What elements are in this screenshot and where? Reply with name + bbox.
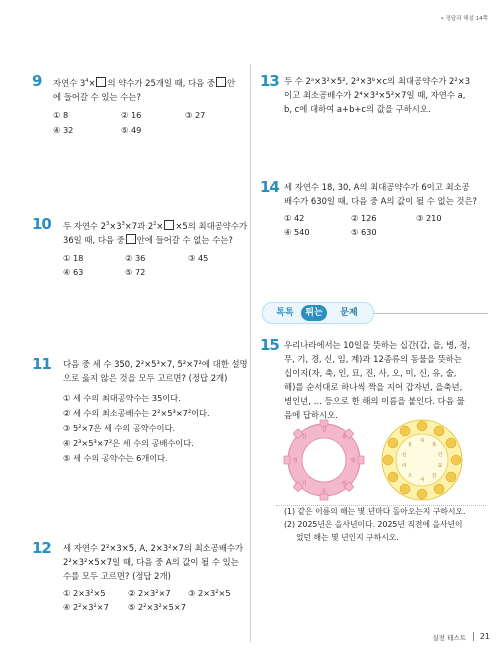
- choice-5[interactable]: ⑤ 2²×3²×5×7: [128, 602, 186, 612]
- svg-text:갑: 갑: [321, 427, 327, 433]
- question-stem-line2: 이고 최소공배수가 2⁴×3³×5²×7일 때, 자연수 a,: [284, 90, 466, 100]
- question-stem-line2: 배수가 630일 때, 다음 중 A의 값이 될 수 없는 것은?: [284, 196, 477, 206]
- subquestions: [284, 505, 490, 544]
- choice-1[interactable]: ① 18: [63, 253, 84, 263]
- question-stem-line2: 무, 기, 경, 신, 임, 계)과 12종류의 동물을 뜻하는: [284, 354, 462, 364]
- choice-5[interactable]: ⑤ 630: [351, 227, 377, 237]
- svg-text:오: 오: [407, 474, 413, 479]
- choice-2[interactable]: ② 2×3²×7: [128, 588, 171, 598]
- footer-label: 실전 테스트: [432, 634, 466, 642]
- question-stem-line2: 에 들어갈 수 있는 수는?: [53, 91, 141, 102]
- choice-4[interactable]: ④ 540: [284, 227, 310, 237]
- answer-reference: • 정답과 해설 14쪽: [440, 16, 488, 22]
- svg-text:자: 자: [419, 439, 425, 444]
- question-number: 9: [32, 72, 42, 90]
- svg-text:신: 신: [401, 453, 407, 458]
- svg-text:묘: 묘: [437, 464, 443, 469]
- banner-word-1: 톡톡: [276, 308, 294, 318]
- choice-5[interactable]: ⑤ 세 수의 공약수는 6개이다.: [63, 453, 168, 463]
- question-stem-line1: 우리나라에서는 10일을 뜻하는 십간(갑, 을, 병, 정,: [284, 340, 471, 350]
- question-stem-line3: 십이지(자, 축, 인, 묘, 진, 사, 오, 미, 신, 유, 술,: [284, 368, 457, 378]
- svg-text:정: 정: [341, 481, 347, 487]
- choice-4[interactable]: ④ 2³×5³×7²은 세 수의 공배수이다.: [63, 438, 194, 448]
- choice-2[interactable]: ② 36: [125, 253, 146, 263]
- svg-text:진: 진: [431, 474, 437, 479]
- banner-word-3: 문제: [340, 308, 358, 318]
- footer-separator: [473, 632, 474, 641]
- choice-3[interactable]: ③ 5²×7은 세 수의 공약수이다.: [63, 423, 176, 433]
- choice-list: [63, 391, 210, 466]
- choice-4[interactable]: ④ 63: [63, 267, 84, 277]
- svg-text:기: 기: [301, 481, 307, 487]
- question-stem-line5: 병인년, … 등으로 한 해의 이름을 붙인다. 다음 물: [284, 396, 465, 406]
- choice-1[interactable]: ① 8: [53, 110, 69, 120]
- svg-text:경: 경: [292, 458, 298, 464]
- choice-2[interactable]: ② 16: [121, 110, 142, 120]
- svg-text:미: 미: [401, 464, 407, 469]
- choice-3[interactable]: ③ 2×3²×5: [188, 588, 231, 598]
- heavenly-stems-gear: [284, 420, 364, 500]
- banner-word-2: 튀는: [301, 305, 327, 321]
- question-stem-line1: 자연수 $3^4\times$ 의 약수가 25개일 때, 다음 중 안: [53, 77, 236, 88]
- svg-text:신: 신: [301, 434, 307, 440]
- choice-5[interactable]: ⑤ 72: [125, 267, 146, 277]
- question-stem-line1: 두 수 2ᵃ×3²×5², 2³×3ᵇ×c의 최대공약수가 2²×3: [284, 76, 471, 86]
- svg-text:을: 을: [341, 434, 347, 440]
- question-stem-line1: 두 자연수 $2^3\times 3^3\times 7$과 $2^2\times \times 5$의 최대공약수가: [63, 220, 248, 231]
- choice-1[interactable]: ① 2×3²×5: [63, 588, 106, 598]
- zodiac-gears-illustration: [276, 418, 476, 502]
- earthly-branches-gear: [382, 420, 462, 500]
- question-stem-line1: 세 자연수 18, 30, A의 최대공약수가 6이고 최소공: [284, 182, 470, 192]
- choice-5[interactable]: ⑤ 49: [121, 125, 142, 135]
- question-number: 11: [32, 355, 51, 373]
- svg-text:무: 무: [321, 489, 327, 495]
- choice-3[interactable]: ③ 27: [185, 110, 206, 120]
- svg-text:유: 유: [407, 443, 413, 448]
- question-stem-line3: b, c에 대하여 a+b+c의 값을 구하시오.: [284, 104, 431, 114]
- question-number: 13: [260, 72, 279, 90]
- question-stem-line2: 36일 때, 다음 중 안에 들어갈 수 없는 수는?: [63, 234, 233, 245]
- svg-text:병: 병: [350, 458, 356, 464]
- question-number: 10: [32, 215, 51, 233]
- question-stem-line2: 으로 옳지 않은 것을 모두 고르면? (정답 2개): [63, 373, 228, 383]
- choice-2[interactable]: ② 세 수의 최소공배수는 2²×5³×7²이다.: [63, 408, 210, 418]
- question-number: 14: [260, 178, 279, 196]
- choice-4[interactable]: ④ 32: [53, 125, 74, 135]
- section-banner: [262, 302, 488, 324]
- svg-text:축: 축: [431, 443, 437, 448]
- svg-text:인: 인: [437, 453, 443, 458]
- page-number: 21: [479, 632, 490, 641]
- subquestion-1: (1) 같은 이름의 해는 몇 년마다 돌아오는지 구하시오.: [284, 507, 466, 516]
- question-stem-line1: 다음 중 세 수 350, 2²×5³×7, 5²×7²에 대한 설명: [63, 359, 248, 369]
- blank-box: [164, 220, 174, 230]
- choice-4[interactable]: ④ 2²×3²×7: [63, 602, 109, 612]
- question-stem-line4: 해)를 순서대로 하나씩 짝을 지어 갑자년, 을축년,: [284, 382, 463, 392]
- blank-box: [216, 77, 226, 87]
- choice-1[interactable]: ① 세 수의 최대공약수는 35이다.: [63, 393, 181, 403]
- question-stem-line1: 세 자연수 2²×3×5, A, 2×3²×7의 최소공배수가: [63, 543, 244, 553]
- blank-box: [96, 77, 106, 87]
- choice-2[interactable]: ② 126: [351, 213, 377, 223]
- choice-3[interactable]: ③ 210: [416, 213, 442, 223]
- question-number: 12: [32, 539, 51, 557]
- choice-1[interactable]: ① 42: [284, 213, 305, 223]
- blank-box: [126, 234, 136, 244]
- question-stem-line2: 2²×3²×5×7일 때, 다음 중 A의 값이 될 수 있는: [63, 557, 239, 567]
- question-number: 15: [260, 336, 279, 354]
- subquestion-2-line2: 었던 해는 몇 년인지 구하시오.: [296, 533, 399, 542]
- question-stem-line6: 음에 답하시오.: [284, 410, 338, 420]
- banner-pill: [262, 302, 374, 324]
- subquestion-2-line1: (2) 2025년은 을사년이다. 2025년 직전에 을사년이: [284, 520, 463, 529]
- svg-text:사: 사: [419, 478, 425, 483]
- question-stem-line3: 수를 모두 고르면? (정답 2개): [63, 571, 171, 581]
- choice-3[interactable]: ③ 45: [188, 253, 209, 263]
